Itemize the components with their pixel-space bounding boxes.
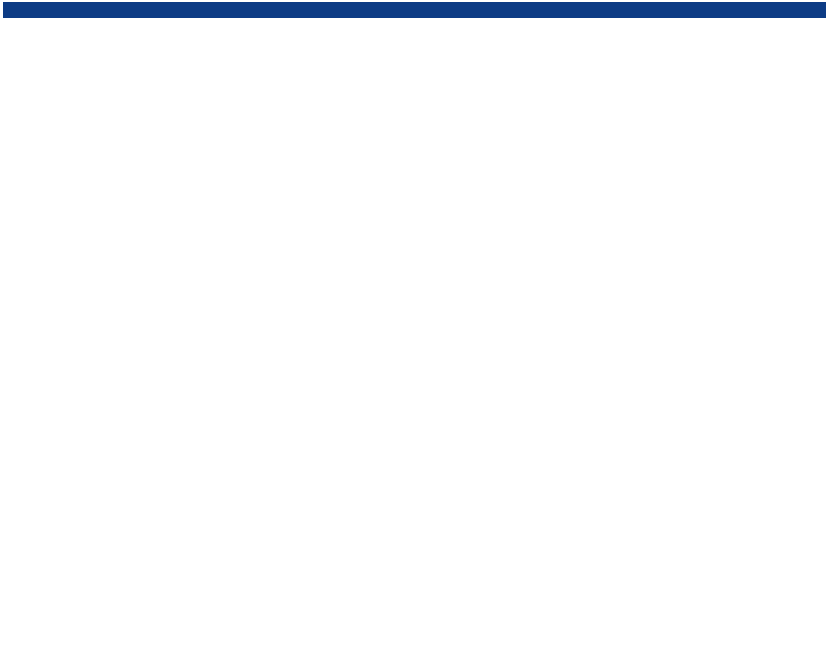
spec-table [3, 2, 826, 666]
header-section-label [3, 2, 144, 19]
header-row [3, 2, 826, 19]
header-model-3 [599, 2, 826, 19]
header-model-1 [144, 2, 372, 19]
header-model-2 [372, 2, 599, 19]
